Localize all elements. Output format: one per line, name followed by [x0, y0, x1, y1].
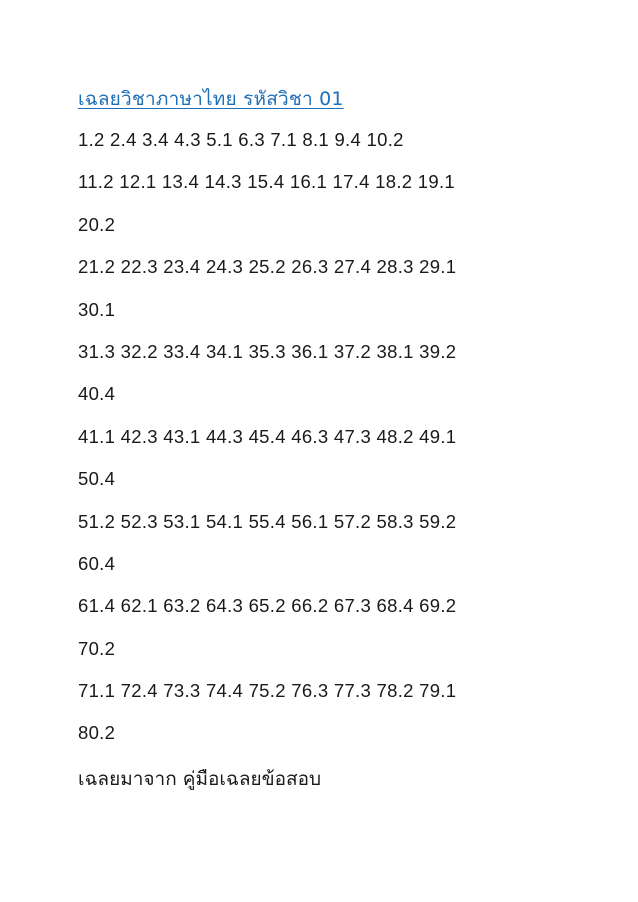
answer-line: 70.2: [78, 637, 116, 659]
answer-line: 11.2 12.1 13.4 14.3 15.4 16.1 17.4 18.2 19.1: [78, 171, 456, 193]
answer-line: 20.2: [78, 213, 116, 235]
answer-line: 1.2 2.4 3.4 4.3 5.1 6.3 7.1 8.1 9.4 10.2: [78, 129, 404, 150]
document-title[interactable]: เฉลยวิชาภาษาไทย รหัสวิชา 01: [78, 88, 344, 110]
answer-line: 61.4 62.1 63.2 64.3 65.2 66.2 67.3 68.4 69.2: [78, 595, 457, 617]
answer-line: 31.3 32.2 33.4 34.1 35.3 36.1 37.2 38.1 39.2: [78, 340, 457, 362]
answer-line: 30.1: [78, 298, 116, 320]
source-note: เฉลยมาจาก คู่มือเฉลยข้อสอบ: [78, 768, 322, 790]
answer-line: 40.4: [78, 383, 116, 405]
answer-line: 60.4: [78, 552, 116, 574]
answer-line: 80.2: [78, 722, 116, 744]
answer-line: 51.2 52.3 53.1 54.1 55.4 56.1 57.2 58.3 59.2: [78, 510, 457, 532]
answer-line: 21.2 22.3 23.4 24.3 25.2 26.3 27.4 28.3 29.1: [78, 256, 457, 278]
answer-line: 71.1 72.4 73.3 74.4 75.2 76.3 77.3 78.2 79.1: [78, 680, 457, 702]
answer-list: [78, 127, 618, 763]
answer-line: 41.1 42.3 43.1 44.3 45.4 46.3 47.3 48.2 49.1: [78, 425, 457, 447]
answer-line: 50.4: [78, 468, 116, 490]
